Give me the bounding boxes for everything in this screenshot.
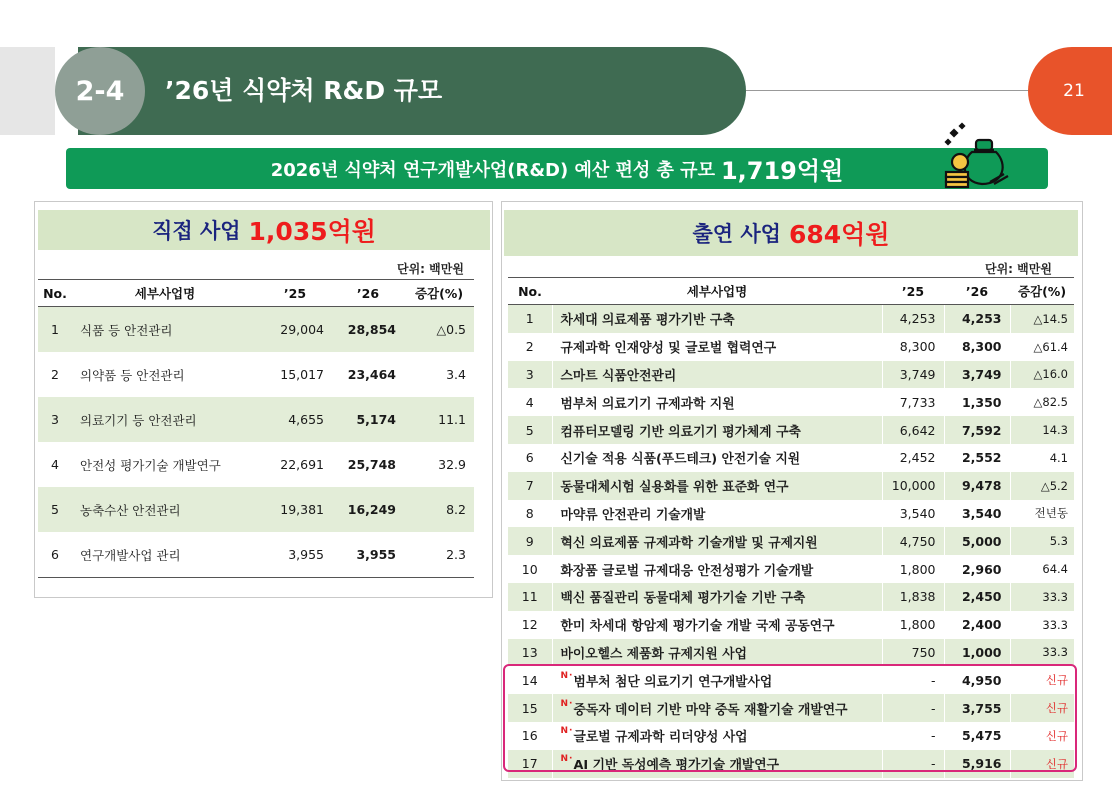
new-tag: N (560, 670, 569, 681)
row-name-cell (552, 388, 882, 416)
row-name-cell (552, 305, 882, 333)
row-name: 범부처 의료기기 규제과학 지원 (560, 396, 735, 412)
row-name: 식품 등 안전관리 (72, 307, 258, 353)
direct-amount: 1,035억원 (248, 217, 376, 246)
contrib-title-label: 출연 사업 (692, 222, 781, 246)
row-change: 5.3 (1010, 527, 1074, 555)
row-no: 16 (521, 728, 538, 744)
row-2025: 1,838 (882, 583, 944, 611)
row-no: 2 (525, 339, 534, 355)
table-row (508, 388, 1074, 416)
col-change: 증감(%) (1010, 278, 1074, 305)
row-2026: 8,300 (944, 333, 1010, 361)
row-change: △0.5 (404, 307, 474, 353)
col-name: 세부사업명 (552, 278, 882, 305)
row-no: 4 (525, 394, 534, 410)
contrib-unit: 단위: 백만원 (985, 262, 1052, 276)
row-2025: 7,733 (882, 388, 944, 416)
table-row (508, 444, 1074, 472)
header-divider (746, 90, 1036, 91)
section-number-badge: 2-4 (55, 47, 145, 135)
row-no: 1 (508, 305, 552, 333)
row-2025: 750 (882, 639, 944, 667)
page-number: 21 (1028, 47, 1112, 135)
row-change: 33.3 (1010, 583, 1074, 611)
table-row (38, 307, 474, 353)
money-bag-coins-icon (938, 120, 1018, 192)
row-name-cell (552, 583, 882, 611)
col-no: No. (508, 278, 552, 305)
direct-title-label: 직접 사업 (152, 219, 241, 243)
row-change: △61.4 (1010, 333, 1074, 361)
row-2025: 6,642 (882, 416, 944, 444)
row-no: 13 (508, 639, 552, 667)
header-band (0, 47, 55, 135)
row-name: 마약류 안전관리 기술개발 (560, 507, 706, 523)
row-name-cell (552, 611, 882, 639)
direct-unit: 단위: 백만원 (397, 262, 464, 276)
col-2025: ’25 (882, 278, 944, 305)
row-no: 14 (521, 672, 538, 688)
table-row (38, 532, 474, 578)
row-change: 전년동 (1010, 500, 1074, 528)
row-name: 의약품 등 안전관리 (80, 367, 185, 383)
row-2026: 5,475 (944, 722, 1010, 750)
row-change: 2.3 (404, 532, 474, 578)
row-change: 신규 (1010, 694, 1074, 722)
row-no: 11 (508, 583, 552, 611)
row-2026: 2,552 (944, 444, 1010, 472)
row-2026: 23,464 (347, 367, 396, 382)
new-projects-highlight (503, 664, 1077, 772)
row-no: 7 (508, 472, 552, 500)
row-2026: 5,174 (332, 397, 404, 442)
row-2025: 1,800 (882, 611, 944, 639)
row-2025: 19,381 (258, 487, 332, 532)
row-name: 백신 품질관리 동물대체 평가기술 기반 구축 (560, 591, 806, 607)
banner-amount: 1,719억원 (720, 157, 844, 185)
row-name: 안전성 평가기술 개발연구 (80, 457, 221, 473)
row-2025: 4,750 (882, 527, 944, 555)
row-no: 5 (38, 487, 72, 532)
row-no: 15 (508, 694, 552, 722)
row-name-cell (552, 500, 882, 528)
row-no: 4 (51, 457, 59, 472)
row-name: 혁신 의료제품 규제과학 기술개발 및 규제지원 (560, 535, 818, 551)
row-no: 12 (521, 617, 538, 633)
row-change: 14.3 (1010, 416, 1074, 444)
row-name: 바이오헬스 제품화 규제지원 사업 (560, 646, 747, 662)
table-row (508, 611, 1074, 639)
row-change: △82.5 (1010, 388, 1074, 416)
row-change: △5.2 (1010, 472, 1074, 500)
table-row (508, 555, 1074, 583)
row-2025: - (882, 666, 944, 694)
table-row (508, 416, 1074, 444)
row-2026: 3,749 (944, 361, 1010, 389)
new-tag-dot: · (569, 726, 573, 737)
row-no: 6 (525, 450, 534, 466)
table-row (38, 442, 474, 487)
row-no: 10 (521, 561, 538, 577)
new-tag-dot: · (569, 670, 573, 681)
banner-text: 2026년 식약처 연구개발사업(R&D) 예산 편성 총 규모 (270, 159, 715, 181)
row-name: 중독자 데이터 기반 마약 중독 재활기술 개발연구 (573, 702, 848, 718)
row-name-cell (552, 361, 882, 389)
row-name: 글로벌 규제과학 리더양성 사업 (573, 730, 748, 746)
row-name: 차세대 의료제품 평가기반 구축 (560, 313, 735, 329)
col-no: No. (38, 280, 72, 307)
row-2025: 4,253 (882, 305, 944, 333)
new-tag: N (560, 726, 569, 737)
row-2025: - (882, 722, 944, 750)
new-tag-dot: · (569, 698, 573, 709)
row-name-cell (552, 472, 882, 500)
row-name-cell (552, 444, 882, 472)
row-2025: 3,540 (882, 500, 944, 528)
table-header-row (508, 278, 1074, 305)
row-2026: 4,253 (944, 305, 1010, 333)
row-2026: 3,955 (332, 532, 404, 578)
row-2026: 7,592 (944, 416, 1010, 444)
row-name: 범부처 첨단 의료기기 연구개발사업 (573, 674, 773, 690)
row-2025: 1,800 (882, 555, 944, 583)
page-title: ’26년 식약처 R&D 규모 (165, 76, 443, 105)
row-2026: 2,450 (944, 583, 1010, 611)
row-2025: 8,300 (882, 333, 944, 361)
table-row (508, 472, 1074, 500)
row-change: 33.3 (1010, 611, 1074, 639)
row-2025: 4,655 (258, 397, 332, 442)
row-no: 9 (508, 527, 552, 555)
row-2025: 15,017 (280, 367, 324, 382)
row-2026: 5,000 (944, 527, 1010, 555)
table-row (508, 305, 1074, 333)
row-change: △16.0 (1010, 361, 1074, 389)
row-name: 스마트 식품안전관리 (560, 368, 677, 384)
row-2025: 10,000 (882, 472, 944, 500)
row-2025: 3,955 (258, 532, 332, 578)
row-2025: 29,004 (258, 307, 332, 353)
row-name: 연구개발사업 관리 (72, 532, 258, 578)
row-2026: 1,000 (944, 639, 1010, 667)
row-2026: 9,478 (944, 472, 1010, 500)
row-2026: 1,350 (944, 388, 1010, 416)
row-name-cell (552, 416, 882, 444)
row-name: 동물대체시험 실용화를 위한 표준화 연구 (560, 480, 789, 496)
table-row (508, 500, 1074, 528)
row-2026: 2,400 (944, 611, 1010, 639)
row-change: 64.4 (1010, 555, 1074, 583)
new-tag: N (560, 754, 569, 765)
row-2026: 2,960 (944, 555, 1010, 583)
contrib-title (504, 210, 1078, 256)
table-row (508, 583, 1074, 611)
row-name-cell (552, 639, 882, 667)
row-change: 신규 (1010, 750, 1074, 778)
contrib-amount: 684억원 (788, 220, 890, 249)
row-2026: 4,950 (944, 666, 1010, 694)
row-2025: 2,452 (882, 444, 944, 472)
row-change: 32.9 (438, 457, 466, 472)
row-change: 4.1 (1010, 444, 1074, 472)
row-name: 화장품 글로벌 규제대응 안전성평가 기술개발 (560, 563, 814, 579)
row-2026: 3,755 (944, 694, 1010, 722)
row-name: 컴퓨터모델링 기반 의료기기 평가체계 구축 (560, 424, 801, 440)
row-no: 17 (508, 750, 552, 778)
new-tag-dot: · (569, 754, 573, 765)
row-no: 8 (525, 505, 534, 521)
new-tag: N (560, 698, 569, 709)
row-change: 신규 (1010, 666, 1074, 694)
table-row (508, 527, 1074, 555)
row-2025: 22,691 (280, 457, 324, 472)
row-change: 3.4 (446, 367, 466, 382)
row-name-cell (552, 555, 882, 583)
row-2026: 3,540 (944, 500, 1010, 528)
table-row (508, 639, 1074, 667)
table-header-row (38, 280, 474, 307)
row-2026: 28,854 (332, 307, 404, 353)
row-change: 33.3 (1010, 639, 1074, 667)
row-name: 농축수산 안전관리 (72, 487, 258, 532)
row-change: 11.1 (404, 397, 474, 442)
direct-title (38, 210, 490, 250)
table-row (508, 333, 1074, 361)
row-no: 3 (38, 397, 72, 442)
col-2025: ’25 (258, 280, 332, 307)
row-name-cell (552, 527, 882, 555)
row-2025: - (882, 750, 944, 778)
row-no: 6 (38, 532, 72, 578)
row-name-cell (552, 333, 882, 361)
row-name: 규제과학 인재양성 및 글로벌 협력연구 (560, 341, 777, 357)
row-name: 한미 차세대 항암제 평가기술 개발 국제 공동연구 (560, 619, 835, 635)
row-name: 의료기기 등 안전관리 (72, 397, 258, 442)
row-2025: - (882, 694, 944, 722)
row-2026: 5,916 (944, 750, 1010, 778)
col-name: 세부사업명 (72, 280, 258, 307)
table-row (38, 487, 474, 532)
row-change: 신규 (1010, 722, 1074, 750)
row-name: 신기술 적용 식품(푸드테크) 안전기술 지원 (560, 452, 801, 468)
row-no: 1 (38, 307, 72, 353)
row-no: 5 (508, 416, 552, 444)
row-2026: 16,249 (332, 487, 404, 532)
summary-banner (66, 148, 1048, 189)
row-change: △14.5 (1010, 305, 1074, 333)
direct-table (38, 279, 474, 578)
col-2026: ’26 (944, 278, 1010, 305)
row-no: 3 (508, 361, 552, 389)
col-change: 증감(%) (404, 280, 474, 307)
table-row (38, 397, 474, 442)
row-name: AI 기반 독성예측 평가기술 개발연구 (573, 758, 780, 774)
row-2026: 25,748 (347, 457, 396, 472)
row-2025: 3,749 (882, 361, 944, 389)
col-2026: ’26 (332, 280, 404, 307)
row-no: 2 (51, 367, 59, 382)
row-change: 8.2 (404, 487, 474, 532)
table-row (38, 352, 474, 397)
table-row (508, 361, 1074, 389)
